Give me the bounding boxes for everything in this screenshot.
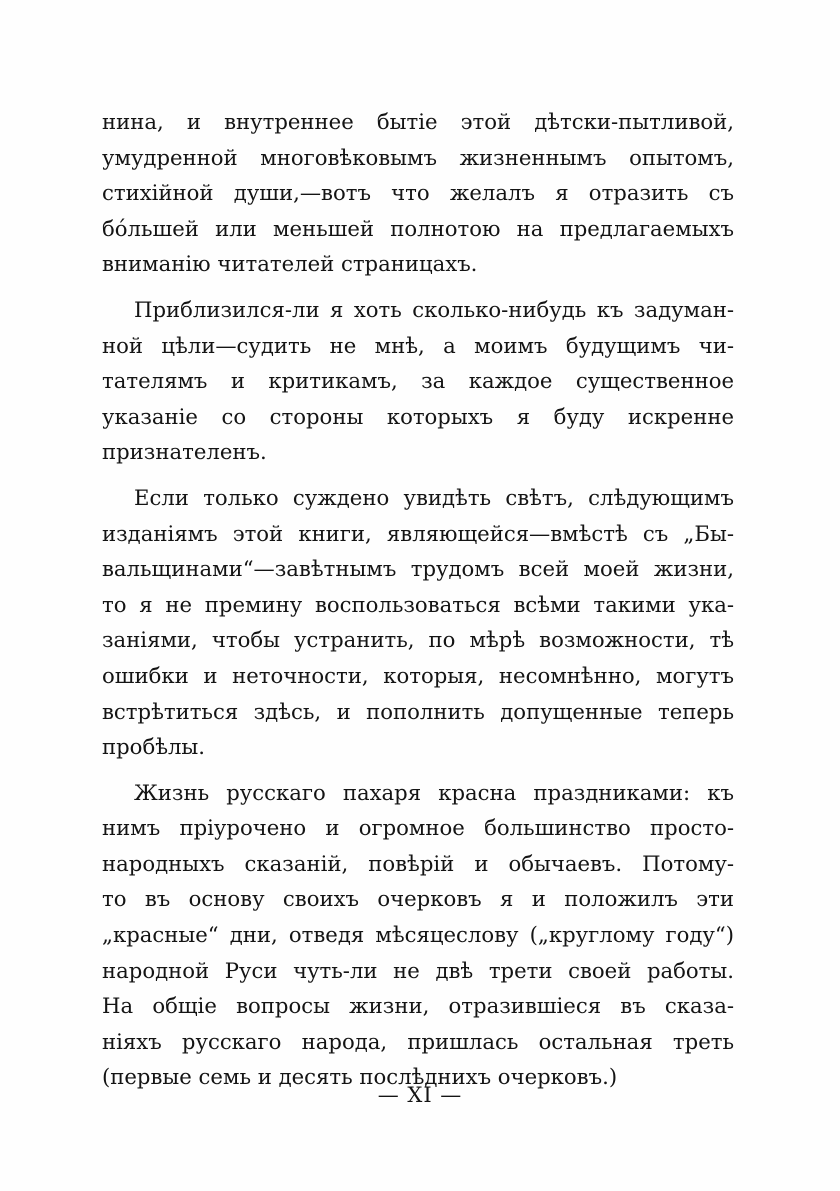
- text-line: Приблизился-ли я хоть сколько-нибудь къ задуман-: [134, 296, 734, 322]
- paragraph-3: [102, 480, 734, 765]
- text-line: то я не премину воспользоваться всѣми такими ука-: [102, 591, 734, 617]
- text-line: тателямъ и критикамъ, за каждое существенное: [102, 368, 734, 394]
- paragraph-2: [102, 292, 734, 470]
- paragraph-4: [102, 775, 734, 1095]
- text-line: пробѣлы.: [102, 734, 206, 760]
- text-line: ной цѣли—судить не мнѣ, а моимъ будущимъ чи-: [102, 332, 734, 358]
- text-line: нiяхъ русскаго народа, пришлась остальная треть: [102, 1028, 734, 1054]
- text-line: нимъ прiурочено и огромное большинство просто-: [102, 815, 734, 841]
- text-line: народной Руси чуть-ли не двѣ трети своей работы.: [102, 957, 734, 983]
- text-line: стихiйной души,—вотъ что желалъ я отразить съ: [102, 180, 734, 206]
- text-line: „красные“ дни, отведя мѣсяцеслову („круглому году“): [102, 922, 734, 948]
- text-line: вниманiю читателей страницахъ.: [102, 251, 478, 277]
- paragraph-1: [102, 104, 734, 282]
- text-line: нина, и внутреннее бытiе этой дѣтски-пытливой,: [102, 109, 734, 134]
- text-line: то въ основу своихъ очерковъ я и положилъ эти: [102, 886, 734, 912]
- text-line: Жизнь русскаго пахаря красна праздниками: къ: [134, 779, 734, 805]
- text-line: ошибки и неточности, которыя, несомнѣнно, могутъ: [102, 662, 734, 688]
- page-number: — XI —: [377, 1083, 463, 1107]
- text-line: встрѣтиться здѣсь, и пополнить допущенные теперь: [102, 698, 734, 724]
- text-line: бо́льшей или меньшей полнотою на предлагаемыхъ: [102, 215, 734, 241]
- text-line: занiями, чтобы устранить, по мѣрѣ возможности, тѣ: [102, 627, 734, 653]
- text-line: На общiе вопросы жизни, отразившiеся въ сказа-: [102, 993, 734, 1019]
- text-line: (первые семь и десять послѣднихъ очерковъ.): [102, 1064, 618, 1090]
- text-line: изданiямъ этой книги, являющейся—вмѣстѣ съ „Бы-: [102, 520, 734, 546]
- text-line: народныхъ сказанiй, повѣрiй и обычаевъ. Потому-: [102, 850, 734, 876]
- text-line: вальщинами“—завѣтнымъ трудомъ всей моей жизни,: [102, 556, 734, 582]
- text-line: указанiе со стороны которыхъ я буду искренне: [102, 403, 734, 429]
- body-text: [102, 104, 734, 1095]
- text-line: признателенъ.: [102, 439, 267, 465]
- text-line: Если только суждено увидѣть свѣтъ, слѣдующимъ: [134, 484, 734, 510]
- text-line: умудренной многовѣковымъ жизненнымъ опытомъ,: [102, 144, 734, 170]
